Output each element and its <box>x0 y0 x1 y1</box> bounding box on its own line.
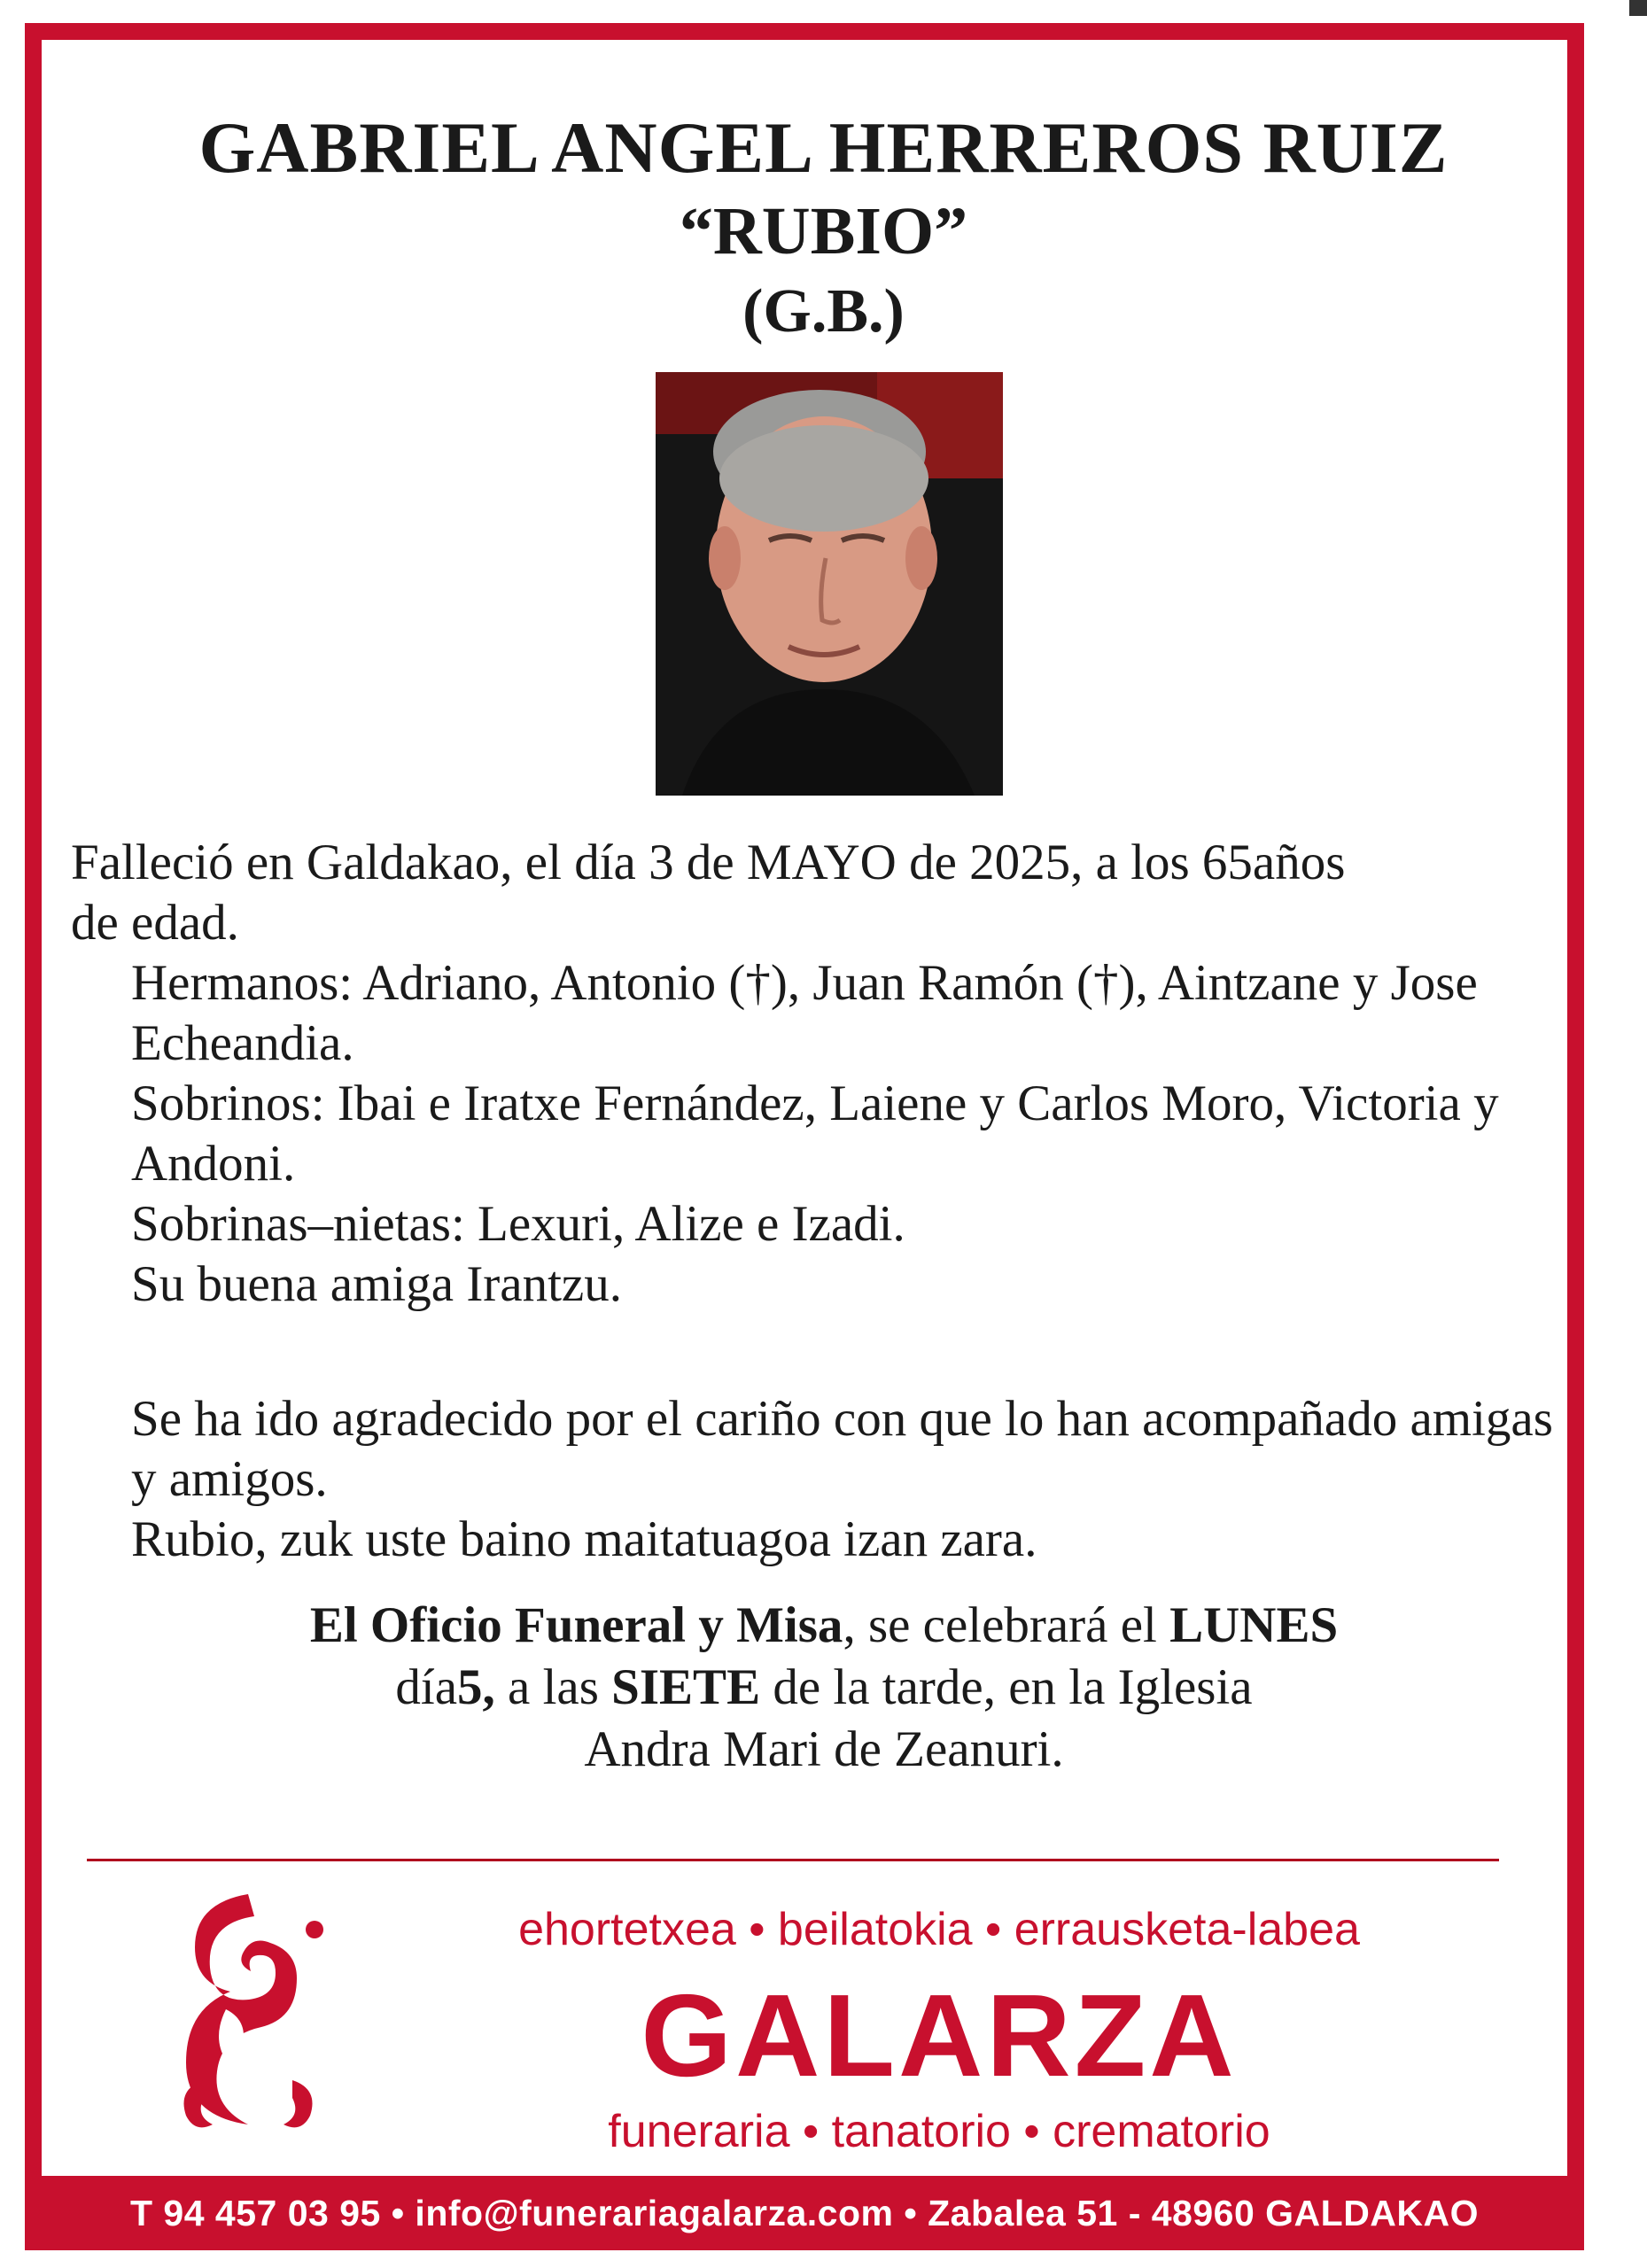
intro-line-1: Falleció en Galdakao, el día 3 de MAYO de 2025, a los 65años <box>71 835 1346 890</box>
service-text-1: , se celebrará el <box>843 1597 1170 1653</box>
deceased-nickname: “RUBIO” <box>679 194 968 268</box>
service-line-1 <box>177 1595 1471 1657</box>
service-weekday: LUNES <box>1169 1597 1339 1653</box>
galarza-logo-icon <box>142 1876 346 2133</box>
service-text-3: a las <box>494 1659 612 1715</box>
closing-gratitude: Se ha ido agradecido por el cariño con que lo han acompañado amigas y amigos. <box>131 1391 1553 1507</box>
service-location: Andra Mari de Zeanuri. <box>584 1721 1064 1777</box>
deceased-name: GABRIEL ANGEL HERREROS RUIZ <box>198 107 1449 188</box>
portrait-illustration <box>656 372 1003 796</box>
intro-line-2: de edad. <box>71 895 239 951</box>
services-basque: ehortetxea • beilatokia • errausketa-labea <box>518 1904 1360 1955</box>
deceased-portrait-photo <box>656 372 1003 796</box>
family-siblings: Hermanos: Adriano, Antonio (†), Juan Ramón (†), Aintzane y Jose Echeandia. <box>131 955 1478 1071</box>
service-line-2 <box>177 1657 1471 1719</box>
family-grandnieces: Sobrinas–nietas: Lexuri, Alize e Izadi. <box>131 1196 905 1252</box>
services-spanish: funeraria • tanatorio • crematorio <box>608 2106 1270 2157</box>
closing-message <box>131 1389 1566 1570</box>
service-day: 5, <box>457 1659 495 1715</box>
deceased-initials: (G.B.) <box>742 277 905 346</box>
closing-basque-farewell: Rubio, zuk uste baino maitatuagoa izan zara. <box>131 1511 1037 1567</box>
service-text-2: día <box>395 1659 458 1715</box>
divider-line <box>87 1859 1499 1861</box>
funeral-service-info <box>177 1595 1471 1781</box>
contact-footer: T 94 457 03 95 • info@funerariagalarza.com • Zabalea 51 - 48960 GALDAKAO <box>25 2176 1584 2250</box>
brand-name: GALARZA <box>641 1970 1238 2101</box>
family-list <box>131 953 1566 1315</box>
service-title: El Oficio Funeral y Misa <box>309 1597 843 1653</box>
family-nephews: Sobrinos: Ibai e Iratxe Fernández, Laiene y Carlos Moro, Victoria y Andoni. <box>131 1076 1499 1192</box>
family-friend: Su buena amiga Irantzu. <box>131 1256 622 1312</box>
death-notice-intro <box>71 833 1559 953</box>
service-hour: SIETE <box>611 1659 761 1715</box>
service-text-4: de la tarde, en la Iglesia <box>760 1659 1253 1715</box>
scan-artifact <box>1629 0 1647 16</box>
